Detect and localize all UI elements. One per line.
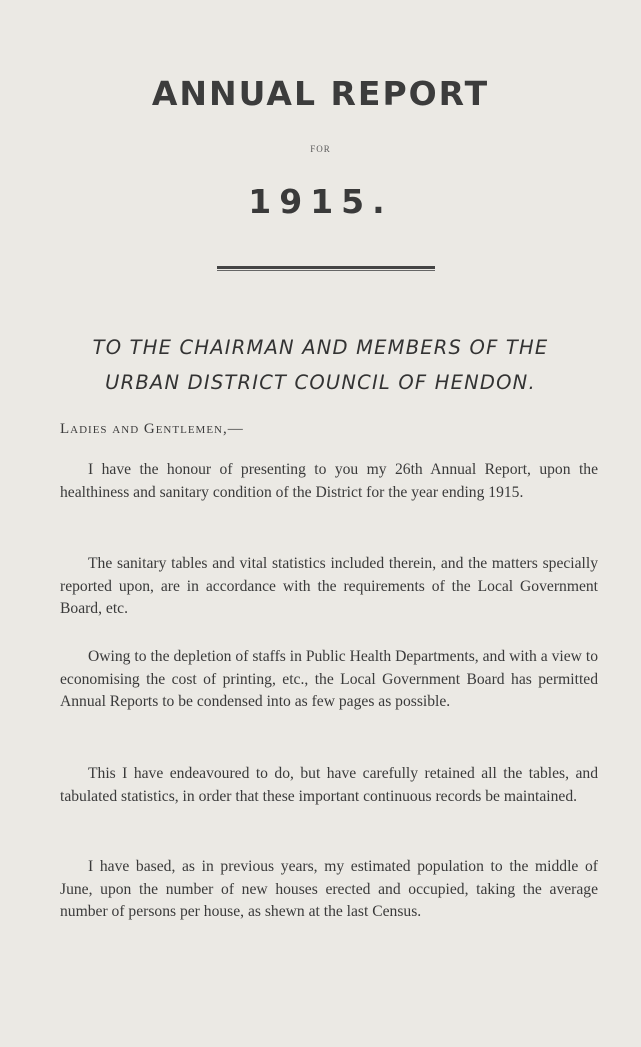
title-divider	[217, 266, 435, 271]
paragraph: I have the honour of presenting to you my 26th Annual Report, upon the healthiness and sanitary condition of the District for the year ending 1915.	[60, 461, 598, 501]
paragraph: The sanitary tables and vital statistics included therein, and the matters specially reported upon, are in accordance with the requirements of the Local Government Board, etc.	[60, 555, 598, 617]
addressee-line-2: URBAN DISTRICT COUNCIL OF HENDON.	[105, 371, 536, 394]
paragraph: I have based, as in previous years, my estimated population to the middle of June, upon the number of new houses erected and occupied, taking the average number of persons per house, as shewn at the last Census.	[60, 858, 598, 920]
report-year: 1915.	[248, 182, 393, 221]
report-title: ANNUAL REPORT	[151, 74, 490, 113]
addressee-line-1: TO THE CHAIRMAN AND MEMBERS OF THE	[92, 336, 549, 359]
report-for-label: FOR	[310, 144, 331, 154]
paragraph: Owing to the depletion of staffs in Public Health Departments, and with a view to economising the cost of printing, etc., the Local Government Board has permitted Annual Reports to be condensed into as few pages as possible.	[60, 648, 598, 710]
salutation: Ladies and Gentlemen,—	[60, 421, 244, 437]
paragraph: This I have endeavoured to do, but have carefully retained all the tables, and tabulated statistics, in order that these important continuous records be maintained.	[60, 765, 598, 805]
addressee-block	[0, 330, 641, 400]
